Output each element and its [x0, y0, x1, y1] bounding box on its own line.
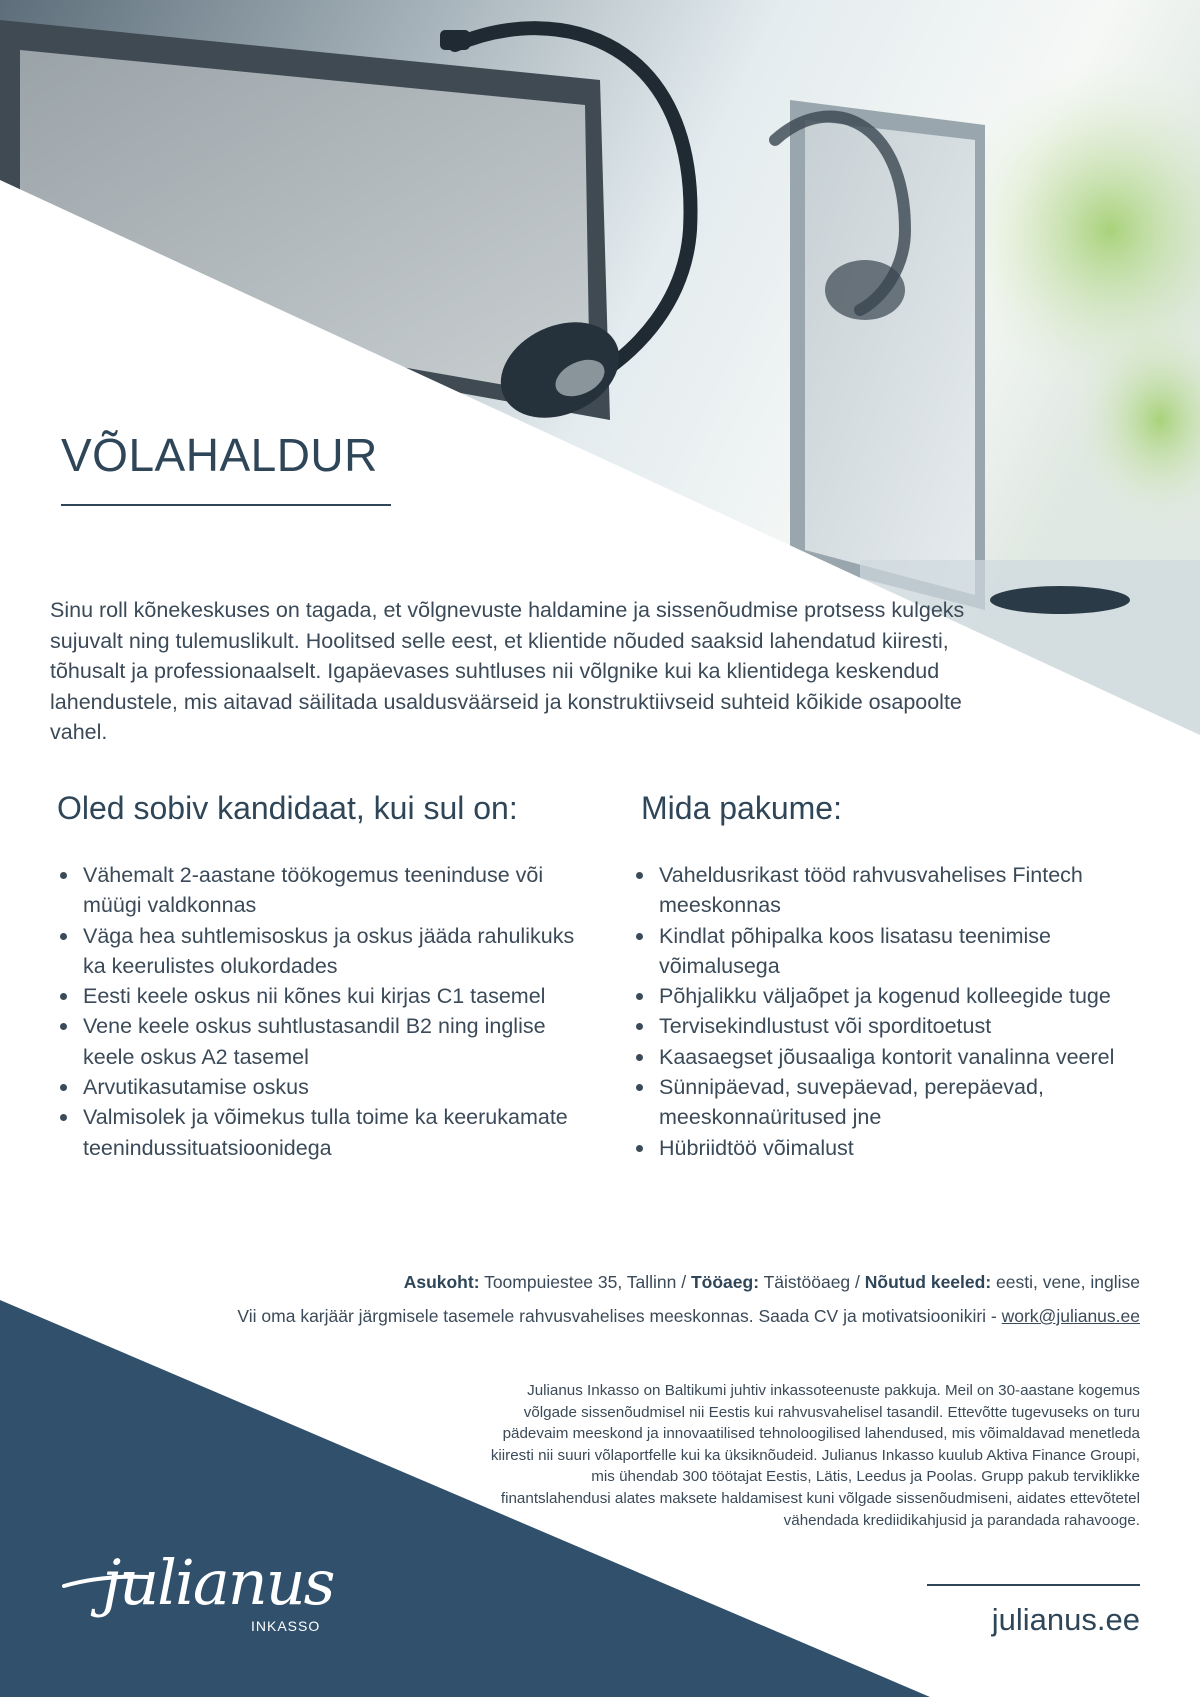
- bullet-icon: [636, 1145, 643, 1152]
- bullet-icon: [636, 1023, 643, 1030]
- bullet-icon: [636, 1084, 643, 1091]
- offer-text: Sünnipäevad, suvepäevad, perepäevad, meeskonnaüritused jne: [659, 1075, 1044, 1130]
- list-item: [57, 1102, 597, 1163]
- worktime-value: Täistööaeg /: [759, 1272, 865, 1292]
- job-title: VÕLAHALDUR: [61, 429, 378, 481]
- worktime-label: Tööaeg:: [690, 1272, 760, 1292]
- list-item: [633, 860, 1173, 921]
- bullet-icon: [60, 872, 67, 879]
- logo-wordmark: julianus: [102, 1546, 334, 1619]
- bullet-icon: [60, 1114, 67, 1121]
- requirement-text: Vene keele oskus suhtlustasandil B2 ning inglise keele oskus A2 tasemel: [83, 1014, 546, 1069]
- job-details: [404, 1272, 1140, 1293]
- bullet-icon: [60, 993, 67, 1000]
- requirements-heading: Oled sobiv kandidaat, kui sul on:: [57, 790, 518, 826]
- list-item: [57, 1011, 597, 1072]
- julianus-logo: [62, 1546, 352, 1640]
- offer-text: Vaheldusrikast tööd rahvusvahelises Fintech meeskonnas: [659, 863, 1083, 918]
- website-underline: [927, 1584, 1140, 1586]
- requirement-text: Eesti keele oskus nii kõnes kui kirjas C1 tasemel: [83, 984, 546, 1009]
- requirement-text: Valmisolek ja võimekus tulla toime ka keerukamate teenindussituatsioonidega: [83, 1105, 568, 1160]
- list-item: [57, 860, 597, 921]
- offer-text: Kindlat põhipalka koos lisatasu teenimise võimalusega: [659, 923, 1052, 978]
- company-about: Julianus Inkasso on Baltikumi juhtiv inkassoteenuste pakkuja. Meil on 30-aastane kogemus võlgade sissenõudmisel nii Eestis kui rahvusvahelisel tasandil. Ettevõtte tugevuseks on turu pädevaim meeskond ja innovaatilised tehnoloogilised lahendused, mis võimaldavad menetleda kiiresti nii suuri võlaportfelle kui ka üksiknõudeid. Julianus Inkasso kuulub Aktiva Finance Groupi, mis ühendab 300 töötajat Eestis, Lätis, Leedus ja Poolas. Grupp pakub terviklikke finantslahendusi alates maksete haldamisest kuni võlgade sissenõudmiseni, aidates ettevõtetel vähendada krediidikahjusid ja parandada rahavooge.: [490, 1382, 1140, 1529]
- call-to-action: [237, 1306, 1140, 1327]
- languages-value: eesti, vene, inglise: [991, 1272, 1140, 1292]
- requirement-text: Arvutikasutamise oskus: [83, 1075, 309, 1100]
- bullet-icon: [60, 1084, 67, 1091]
- languages-label: Nõutud keeled:: [864, 1272, 992, 1292]
- list-item: [633, 1042, 1173, 1072]
- logo-subtitle: INKASSO: [251, 1618, 321, 1634]
- list-item: [57, 921, 597, 982]
- bullet-icon: [636, 872, 643, 879]
- job-intro: Sinu roll kõnekeskuses on tagada, et võlgnevuste haldamine ja sissenõudmise protsess kulgeks sujuvalt ning tulemuslikult. Hoolitsed selle eest, et klientide nõuded saaksid lahendatud kiiresti, tõhusalt ja professionaalselt. Igapäevases suhtluses nii võlgnike kui ka klientidega keskendud lahendustele, mis aitavad säilitada usaldusväärseid ja konstruktiivseid suhteid kõikide osapoolte vahel.: [50, 598, 965, 744]
- offer-text: Hübriidtöö võimalust: [659, 1135, 854, 1160]
- list-item: [633, 921, 1173, 982]
- list-item: [57, 981, 597, 1011]
- offer-text: Tervisekindlustust või sporditoetust: [659, 1014, 992, 1039]
- bullet-icon: [636, 993, 643, 1000]
- list-item: [57, 1072, 597, 1102]
- list-item: [633, 1011, 1173, 1041]
- location-value: Toompuiestee 35, Tallinn /: [479, 1272, 691, 1292]
- title-underline: [61, 504, 391, 506]
- list-item: [633, 1133, 1173, 1163]
- requirements-list: [57, 860, 597, 1163]
- list-item: [633, 981, 1173, 1011]
- cta-text: Vii oma karjäär järgmisele tasemele rahvusvahelises meeskonnas. Saada CV ja motivatsioonikiri -: [237, 1306, 1002, 1326]
- offer-text: Kaasaegset jõusaaliga kontorit vanalinna veerel: [659, 1044, 1115, 1069]
- location-label: Asukoht:: [403, 1272, 480, 1292]
- website-link[interactable]: julianus.ee: [991, 1602, 1140, 1637]
- requirement-text: Väga hea suhtlemisoskus ja oskus jääda rahulikuks ka keerulistes olukordades: [83, 923, 575, 978]
- requirement-text: Vähemalt 2-aastane töökogemus teeninduse või müügi valdkonnas: [83, 863, 544, 918]
- offer-text: Põhjalikku väljaõpet ja kogenud kolleegide tuge: [659, 984, 1111, 1009]
- bullet-icon: [60, 1023, 67, 1030]
- list-item: [633, 1072, 1173, 1133]
- offer-list: [633, 860, 1173, 1163]
- bullet-icon: [636, 933, 643, 940]
- email-link[interactable]: work@julianus.ee: [1001, 1306, 1140, 1326]
- offer-heading: Mida pakume:: [641, 790, 842, 826]
- bullet-icon: [60, 933, 67, 940]
- bullet-icon: [636, 1054, 643, 1061]
